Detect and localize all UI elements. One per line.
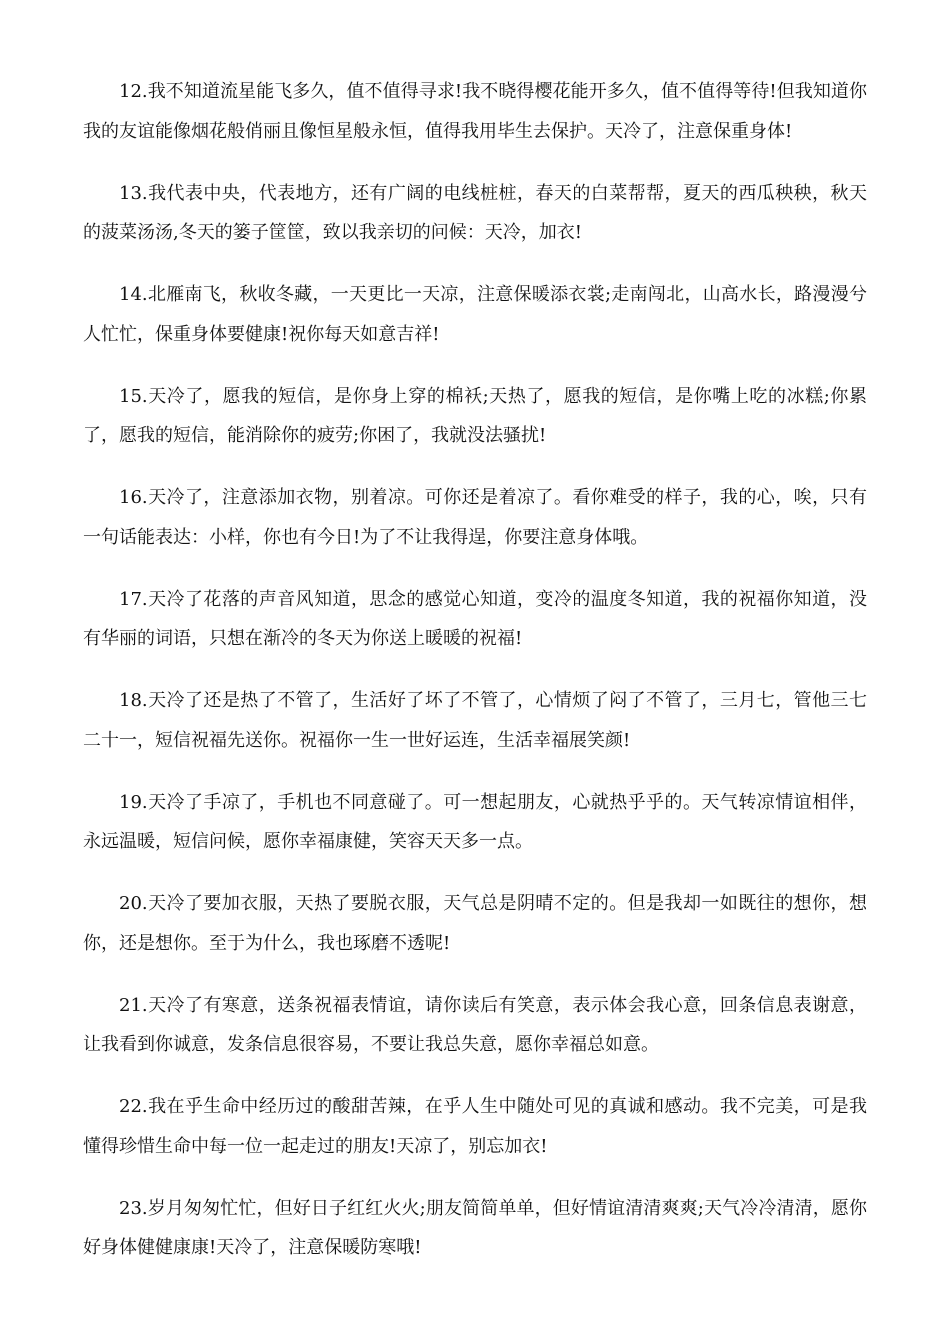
paragraph-22: 22.我在乎生命中经历过的酸甜苦辣，在乎人生中随处可见的真诚和感动。我不完美，可是我懂得珍惜生命中每一位一起走过的朋友!天凉了，别忘加衣! (83, 1096, 867, 1157)
paragraph-13: 13.我代表中央，代表地方，还有广阔的电线桩桩，春天的白菜帮帮，夏天的西瓜秧秧，秋天的菠菜汤汤,冬天的篓子筐筐，致以我亲切的问候：天冷，加衣! (83, 182, 867, 243)
paragraph-14: 14.北雁南飞，秋收冬藏，一天更比一天凉，注意保暖添衣裳;走南闯北，山高水长，路漫漫兮人忙忙，保重身体要健康!祝你每天如意吉祥! (83, 284, 867, 345)
paragraph-20: 20.天冷了要加衣服，天热了要脱衣服，天气总是阴晴不定的。但是我却一如既往的想你，想你，还是想你。至于为什么，我也琢磨不透呢! (83, 893, 867, 954)
paragraph-21: 21.天冷了有寒意，送条祝福表情谊，请你读后有笑意，表示体会我心意，回条信息表谢意，让我看到你诚意，发条信息很容易，不要让我总失意，愿你幸福总如意。 (83, 994, 867, 1055)
document-body (83, 72, 867, 1290)
paragraph-17: 17.天冷了花落的声音风知道，思念的感觉心知道，变冷的温度冬知道，我的祝福你知道，没有华丽的词语，只想在渐冷的冬天为你送上暖暖的祝福! (83, 588, 867, 649)
paragraph-19: 19.天冷了手凉了，手机也不同意碰了。可一想起朋友，心就热乎乎的。天气转凉情谊相伴，永远温暖，短信问候，愿你幸福康健，笑容天天多一点。 (83, 791, 867, 852)
paragraph-23: 23.岁月匆匆忙忙，但好日子红红火火;朋友简简单单，但好情谊清清爽爽;天气冷冷清清，愿你好身体健健康康!天冷了，注意保暖防寒哦! (83, 1197, 867, 1258)
paragraph-12: 12.我不知道流星能飞多久，值不值得寻求!我不晓得樱花能开多久，值不值得等待!但我知道你我的友谊能像烟花般俏丽且像恒星般永恒，值得我用毕生去保护。天冷了，注意保重身体! (83, 81, 867, 142)
paragraph-18: 18.天冷了还是热了不管了，生活好了坏了不管了，心情烦了闷了不管了，三月七，管他三七二十一，短信祝福先送你。祝福你一生一世好运连，生活幸福展笑颜! (83, 690, 867, 751)
paragraph-15: 15.天冷了，愿我的短信，是你身上穿的棉袄;天热了，愿我的短信，是你嘴上吃的冰糕;你累了，愿我的短信，能消除你的疲劳;你困了，我就没法骚扰! (83, 385, 867, 446)
paragraph-16: 16.天冷了，注意添加衣物，别着凉。可你还是着凉了。看你难受的样子，我的心，唉，只有一句话能表达：小样，你也有今日!为了不让我得逞，你要注意身体哦。 (83, 487, 867, 548)
